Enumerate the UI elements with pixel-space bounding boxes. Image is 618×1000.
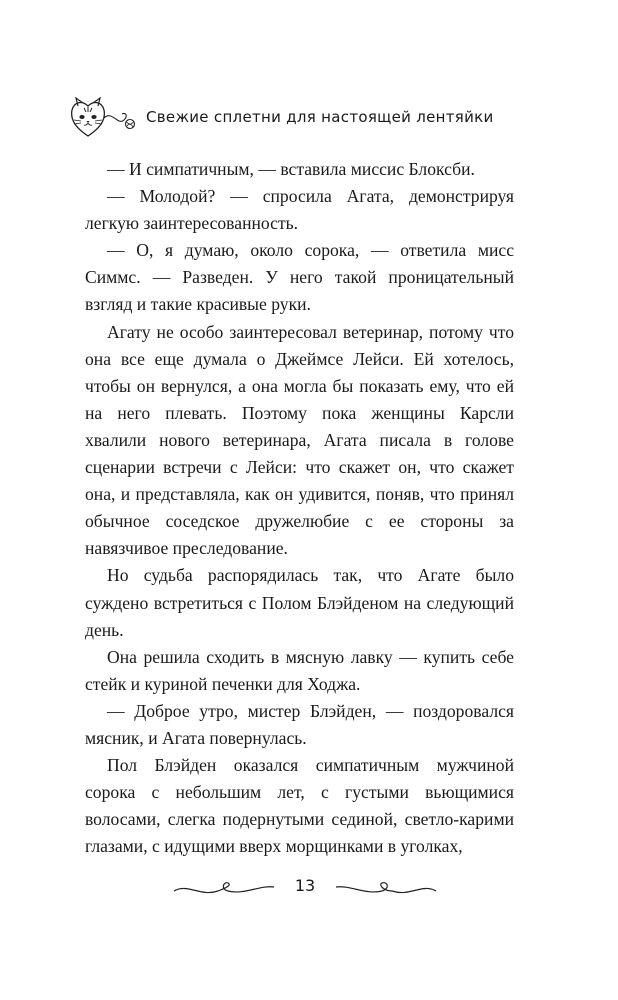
- paragraph: — Молодой? — спросила Агата, демонстрируя легкую заинтересованность.: [85, 186, 514, 234]
- running-title: Свежие сплетни для настоящей лентяйки: [146, 108, 494, 126]
- page-footer: [170, 873, 440, 903]
- paragraph: — О, я думаю, около сорока, — ответила мисс Симмс. — Разведен. У него такой проницательный взгляд и такие красивые руки.: [85, 240, 514, 315]
- paragraph: Но судьба распорядилась так, что Агате было суждено встретиться с Полом Блэйденом на следующий день.: [85, 565, 514, 640]
- paragraph: — Доброе утро, мистер Блэйден, — поздоровался мясник, и Агата повернулась.: [85, 700, 514, 748]
- cat-yarn-icon: [66, 92, 144, 142]
- paragraph: — И симпатичным, — вставила миссис Блоксби.: [107, 159, 475, 179]
- running-header: [66, 92, 546, 142]
- page-number: 13: [294, 876, 316, 895]
- body-text: [85, 156, 514, 860]
- swirl-ornament-right-icon: [332, 873, 440, 903]
- paragraph: Агату не особо заинтересовал ветеринар, потому что она все еще думала о Джеймсе Лейси. Ей хотелось, чтобы он вернулся, а она могла бы показать ему, что ей на него плевать. Поэтому пока женщины Карсли хвалили нового ветеринара, Агата писала в голове сценарии встречи с Лейси: что скажет он, что скажет она, и представляла, как он удивится, поняв, что принял обычное соседское дружелюбие с ее стороны за навязчивое преследование.: [85, 321, 514, 559]
- paragraph: Она решила сходить в мясную лавку — купить себе стейк и куриной печенки для Ходжа.: [85, 646, 514, 694]
- paragraph: Пол Блэйден оказался симпатичным мужчиной сорока с небольшим лет, с густыми вьющимися волосами, слегка подернутыми сединой, светло-карими глазами, с идущими вверх морщинками в уголках,: [85, 755, 514, 857]
